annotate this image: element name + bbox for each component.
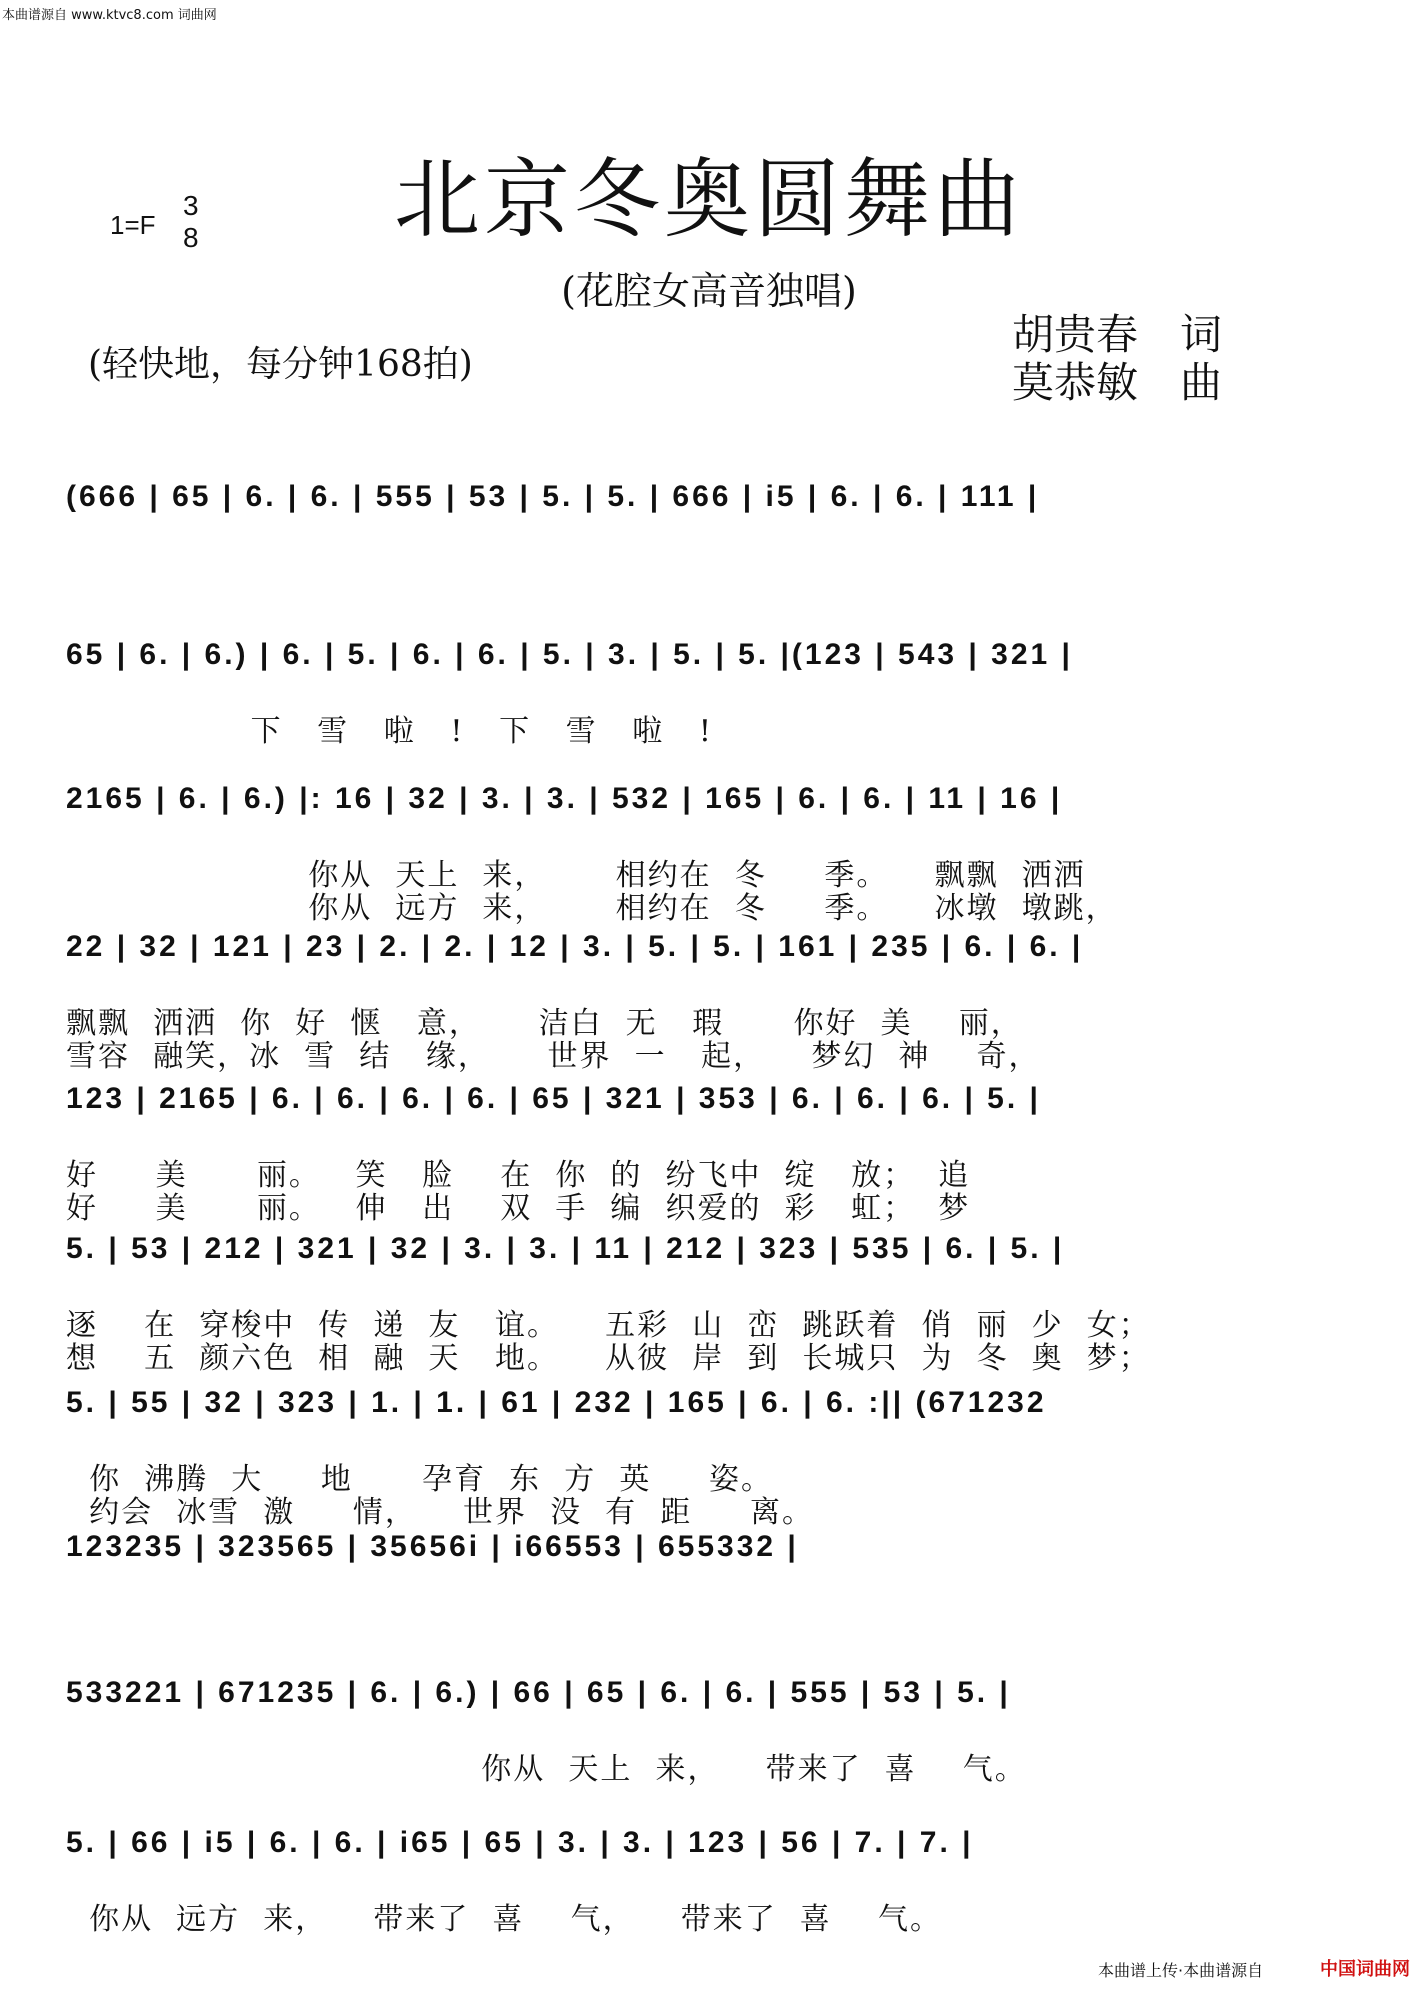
site-note: 本曲谱源自 www.ktvc8.com 词曲网 <box>2 8 217 23</box>
meter-top: 3 <box>183 190 199 221</box>
meter-bottom: 8 <box>183 222 199 253</box>
notation-line: 123235 | 323565 | 35656i | i66553 | 655332 | <box>66 1530 799 1563</box>
upload-note: 本曲谱上传·本曲谱源自 <box>1098 1961 1264 1980</box>
time-signature <box>183 190 199 254</box>
notation-line: 5. | 66 | i5 | 6. | 6. | i65 | 65 | 3. | 3. | 123 | 56 | 7. | 7. | <box>66 1826 974 1859</box>
lyric-line-1: 好 美 丽。 笑 脸 在 你 的 纷飞中 绽 放； 追 <box>66 1158 971 1193</box>
notation-line: 22 | 32 | 121 | 23 | 2. | 2. | 12 | 3. | 5. | 5. | 161 | 235 | 6. | 6. | <box>66 930 1084 963</box>
notation-line: 123 | 2165 | 6. | 6. | 6. | 6. | 65 | 321 | 353 | 6. | 6. | 6. | 5. | <box>66 1082 1041 1115</box>
song-title: 北京冬奥圆舞曲 <box>394 150 1024 250</box>
lyric-line-2: 想 五 颜六色 相 融 天 地。 从彼 岸 到 长城只 为 冬 奥 梦； <box>66 1341 1151 1376</box>
lyric-line-1: 你 沸腾 大 地 孕育 东 方 英 姿。 <box>66 1462 774 1497</box>
lyric-line-1: 逐 在 穿梭中 传 递 友 谊。 五彩 山 峦 跳跃着 俏 丽 少 女； <box>66 1308 1151 1343</box>
lyric-line-2: 好 美 丽。 伸 出 双 手 编 织爱的 彩 虹； 梦 <box>66 1191 971 1226</box>
lyric-line-1: 下 雪 啦 ! 下 雪 啦 ! <box>66 714 713 749</box>
notation-line: 5. | 55 | 32 | 323 | 1. | 1. | 61 | 232 | 165 | 6. | 6. :|| (671232 <box>66 1386 1047 1419</box>
key-signature: 1=F <box>110 210 156 240</box>
lyric-line-2: 你从 远方 来， 相约在 冬 季。 冰墩 墩跳， <box>66 891 1118 926</box>
notation-line: (666 | 65 | 6. | 6. | 555 | 53 | 5. | 5. | 666 | i5 | 6. | 6. | 111 | <box>66 480 1040 513</box>
lyric-line-2: 雪容 融笑，冰 雪 结 缘， 世界 一 起， 梦幻 神 奇， <box>66 1039 1041 1074</box>
lyric-line-1: 飘飘 洒洒 你 好 惬 意， 洁白 无 瑕 你好 美 丽， <box>66 1006 1023 1041</box>
lyric-line-1: 你从 远方 来， 带来了 喜 气， 带来了 喜 气。 <box>66 1902 942 1937</box>
notation-line: 65 | 6. | 6.) | 6. | 5. | 6. | 6. | 5. | 3. | 5. | 5. |(123 | 543 | 321 | <box>66 638 1073 671</box>
site-logo-text: 中国词曲网 <box>1320 1959 1410 1980</box>
notation-line: 2165 | 6. | 6.) |: 16 | 32 | 3. | 3. | 532 | 165 | 6. | 6. | 11 | 16 | <box>66 782 1063 815</box>
subtitle: (花腔女高音独唱) <box>561 269 857 313</box>
lyric-line-1: 你从 天上 来， 相约在 冬 季。 飘飘 洒洒 <box>66 858 1086 893</box>
tempo-marking: (轻快地，每分钟168拍) <box>88 344 473 385</box>
notation-line: 5. | 53 | 212 | 321 | 32 | 3. | 3. | 11 | 212 | 323 | 535 | 6. | 5. | <box>66 1232 1065 1265</box>
composer-credit: 莫恭敏 曲 <box>1012 358 1223 407</box>
lyric-line-1: 你从 天上 来， 带来了 喜 气。 <box>66 1752 1027 1787</box>
notation-line: 533221 | 671235 | 6. | 6.) | 66 | 65 | 6. | 6. | 555 | 53 | 5. | <box>66 1676 1011 1709</box>
lyricist-credit: 胡贵春 词 <box>1012 310 1223 359</box>
lyric-line-2: 约会 冰雪 激 情， 世界 没 有 距 离。 <box>66 1495 814 1530</box>
